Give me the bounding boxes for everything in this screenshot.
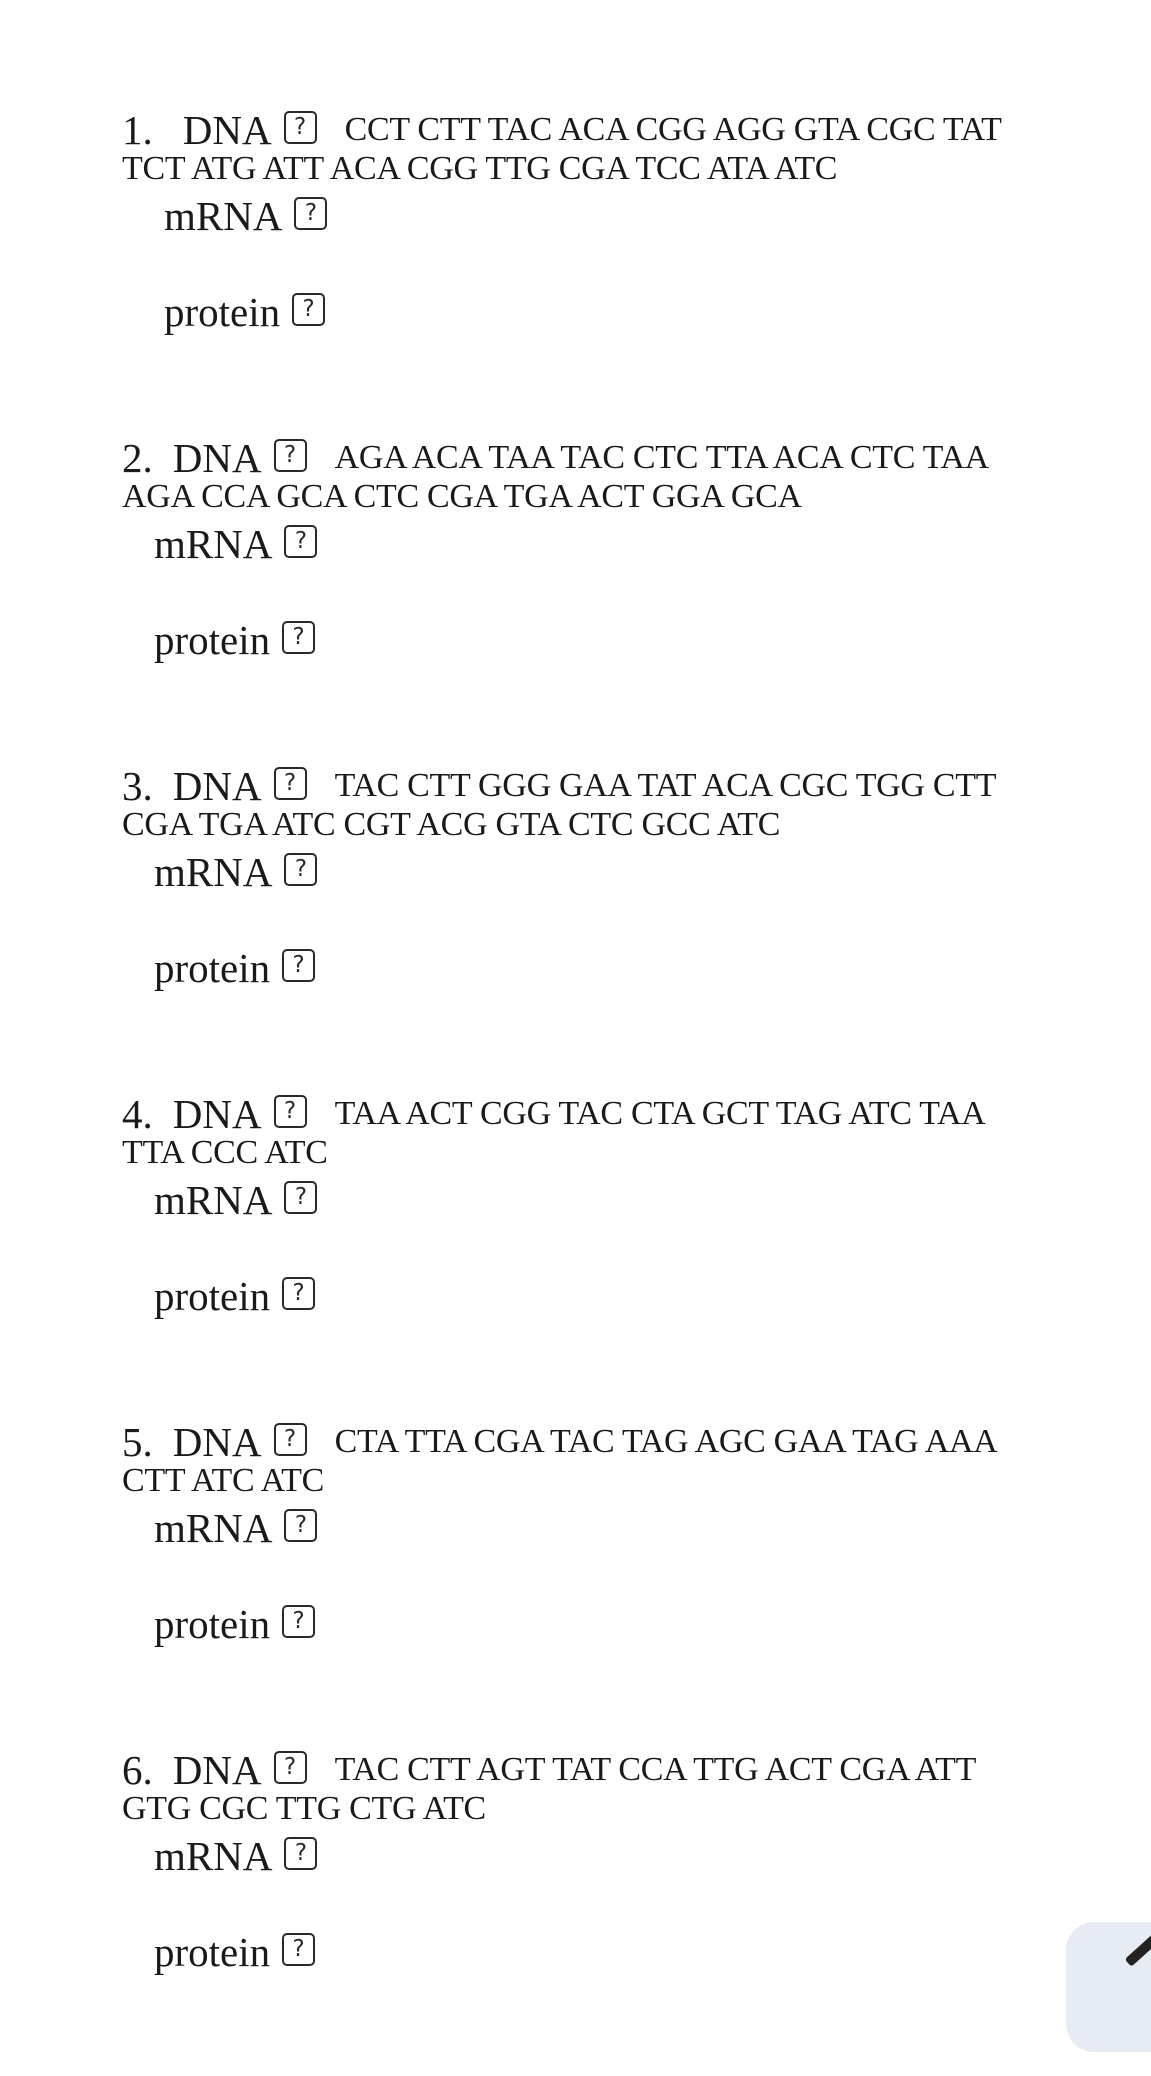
mrna-row	[164, 192, 327, 240]
missing-image-icon: ?	[284, 1181, 317, 1214]
mrna-label: mRNA	[154, 1505, 273, 1551]
mrna-label: mRNA	[154, 521, 273, 567]
protein-row	[154, 616, 315, 664]
missing-image-icon: ?	[284, 525, 317, 558]
problem-6	[0, 1746, 1151, 2076]
mrna-row	[154, 848, 317, 896]
dna-sequence-line1: TAC CTT AGT TAT CCA TTG ACT CGA ATT	[334, 1751, 977, 1788]
dna-sequence-line1: CTA TTA CGA TAC TAG AGC GAA TAG AAA	[334, 1423, 998, 1460]
dna-line	[122, 1418, 998, 1466]
dna-line	[122, 762, 996, 810]
protein-label: protein	[154, 1601, 271, 1647]
missing-image-icon: ?	[284, 853, 317, 886]
mrna-label: mRNA	[154, 1833, 273, 1879]
problem-number: 5.	[122, 1419, 153, 1465]
problem-number: 1.	[122, 107, 153, 153]
dna-line	[122, 1090, 986, 1138]
problem-3	[0, 762, 1151, 1092]
dna-sequence-line2: CGA TGA ATC CGT ACG GTA CTC GCC ATC	[122, 806, 781, 843]
mrna-row	[154, 1832, 317, 1880]
problem-number: 6.	[122, 1747, 153, 1793]
problem-5	[0, 1418, 1151, 1748]
protein-label: protein	[154, 945, 271, 991]
dna-line	[122, 1746, 976, 1794]
dna-sequence-line1: TAC CTT GGG GAA TAT ACA CGC TGG CTT	[334, 767, 997, 804]
problem-number: 4.	[122, 1091, 153, 1137]
dna-sequence-line1: AGA ACA TAA TAC CTC TTA ACA CTC TAA	[334, 439, 989, 476]
missing-image-icon: ?	[284, 1837, 317, 1870]
dna-label: DNA	[172, 1419, 262, 1465]
missing-image-icon: ?	[282, 1605, 315, 1638]
dna-sequence-line2: AGA CCA GCA CTC CGA TGA ACT GGA GCA	[122, 478, 802, 515]
dna-line	[122, 434, 989, 482]
missing-image-icon: ?	[284, 111, 317, 144]
problem-number: 3.	[122, 763, 153, 809]
problem-4	[0, 1090, 1151, 1420]
mrna-label: mRNA	[154, 849, 273, 895]
dna-sequence-line2: TTA CCC ATC	[122, 1134, 328, 1171]
missing-image-icon: ?	[274, 439, 307, 472]
protein-row	[154, 944, 315, 992]
problem-1	[0, 106, 1151, 436]
floating-action-button[interactable]	[1066, 1922, 1151, 2052]
dna-sequence-line2: GTG CGC TTG CTG ATC	[122, 1790, 486, 1827]
missing-image-icon: ?	[274, 767, 307, 800]
missing-image-icon: ?	[274, 1423, 307, 1456]
mrna-label: mRNA	[154, 1177, 273, 1223]
problem-number: 2.	[122, 435, 153, 481]
dna-label: DNA	[172, 1091, 262, 1137]
missing-image-icon: ?	[274, 1095, 307, 1128]
dna-label: DNA	[172, 1747, 262, 1793]
missing-image-icon: ?	[282, 1933, 315, 1966]
problem-2	[0, 434, 1151, 764]
missing-image-icon: ?	[282, 949, 315, 982]
protein-row	[164, 288, 325, 336]
missing-image-icon: ?	[282, 1277, 315, 1310]
dna-sequence-line1: CCT CTT TAC ACA CGG AGG GTA CGC TAT	[344, 111, 1002, 148]
missing-image-icon: ?	[274, 1751, 307, 1784]
dna-sequence-line1: TAA ACT CGG TAC CTA GCT TAG ATC TAA	[334, 1095, 986, 1132]
protein-row	[154, 1600, 315, 1648]
protein-label: protein	[154, 1929, 271, 1975]
missing-image-icon: ?	[294, 197, 327, 230]
protein-row	[154, 1928, 315, 1976]
missing-image-icon: ?	[292, 293, 325, 326]
dna-label: DNA	[172, 435, 262, 481]
mrna-row	[154, 1176, 317, 1224]
missing-image-icon: ?	[282, 621, 315, 654]
dna-label: DNA	[182, 107, 272, 153]
protein-label: protein	[154, 1273, 271, 1319]
mrna-row	[154, 520, 317, 568]
protein-row	[154, 1272, 315, 1320]
dna-line	[122, 106, 1002, 154]
dna-sequence-line2: CTT ATC ATC	[122, 1462, 325, 1499]
mrna-row	[154, 1504, 317, 1552]
dna-label: DNA	[172, 763, 262, 809]
missing-image-icon: ?	[284, 1509, 317, 1542]
dna-sequence-line2: TCT ATG ATT ACA CGG TTG CGA TCC ATA ATC	[122, 150, 838, 187]
protein-label: protein	[154, 617, 271, 663]
mrna-label: mRNA	[164, 193, 283, 239]
protein-label: protein	[164, 289, 281, 335]
